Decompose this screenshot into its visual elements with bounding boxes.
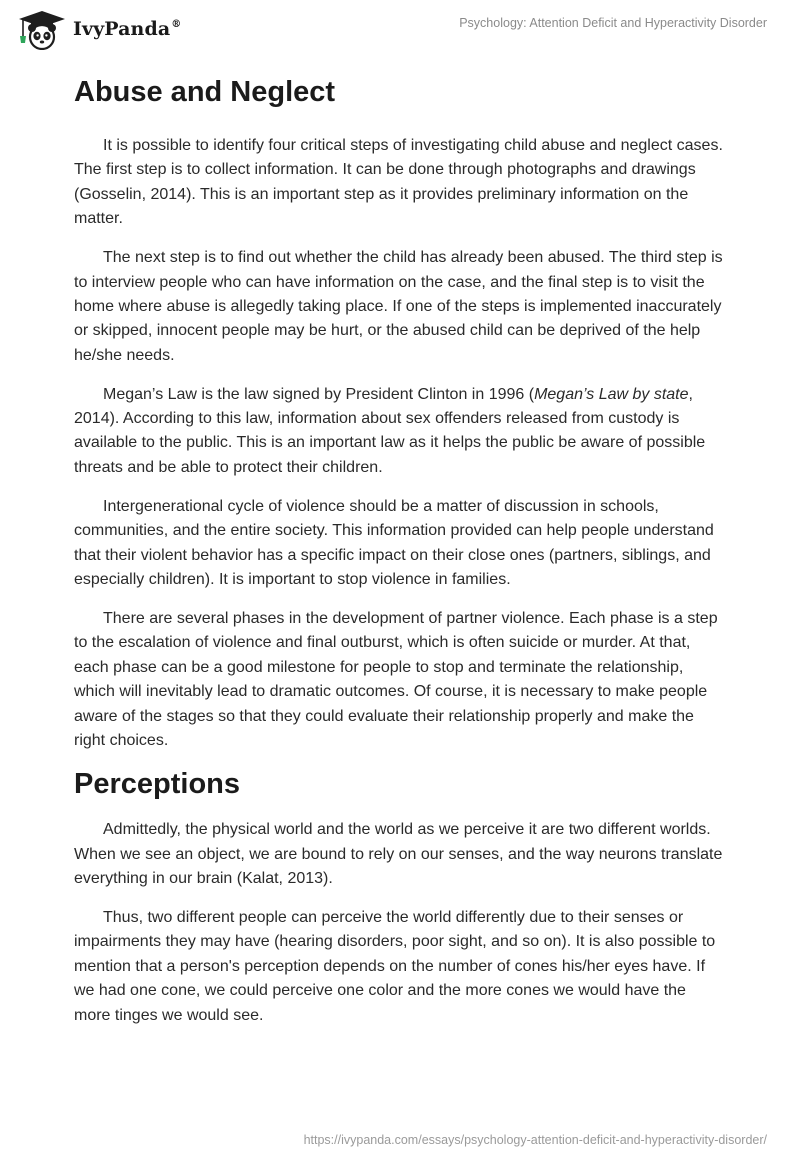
paragraph: There are several phases in the development of partner violence. Each phase is a step to the escalation of violence and final outburst, which is often suicide or murder. At that, each phase can be a good milestone for people to stop and terminate the relationship, which will inevitably lead to dramatic outcomes. Of course, it is necessary to make people aware of the stages so that they could evaluate their relationship properly and make the right choices. <box>74 609 718 749</box>
paragraph: Thus, two different people can perceive the world differently due to their senses or impairments they may have (hearing disorders, poor sight, and so on). It is also possible to mention that a person's perception depends on the number of cones his/her eyes have. If we had one cone, we could perceive one color and the more cones we would have the more tinges we would see. <box>74 909 716 1024</box>
paragraph-text: , 2014). According to this law, information about sex offenders released from custody is available to the public. This is an important law as it helps the public be aware of possible threats and be able to protect their children. <box>74 385 706 476</box>
source-url[interactable]: https://ivypanda.com/essays/psychology-attention-deficit-and-hyperactivity-disorder/ <box>303 1133 767 1147</box>
paragraph: Intergenerational cycle of violence should be a matter of discussion in schools, communities, and the entire society. This information provided can help people understand that their violent behavior has a specific impact on their close ones (partners, siblings, and especially children). It is important to stop violence in families. <box>74 497 714 588</box>
citation-title: Megan’s Law by state <box>534 385 689 403</box>
brand-name: IvyPanda® <box>73 18 182 40</box>
section-perceptions <box>74 764 724 1028</box>
section-heading: Abuse and Neglect <box>74 76 336 108</box>
document-title: Psychology: Attention Deficit and Hyperactivity Disorder <box>459 16 767 30</box>
paragraph: Admittedly, the physical world and the world as we perceive it are two different worlds. When we see an object, we are bound to rely on our senses, and the way neurons translate everything in our brain (Kalat, 2013). <box>74 821 723 888</box>
paragraph: The next step is to find out whether the child has already been abused. The third step is to interview people who can have information on the case, and the final step is to visit the home where abuse is allegedly taking place. If one of the steps is implemented inaccurately or skipped, innocent people may be hurt, or the abused child can be deprived of the help he/she needs. <box>74 249 723 364</box>
paragraph: It is possible to identify four critical steps of investigating child abuse and neglect cases. The first step is to collect information. It can be done through photographs and drawings (Gosselin, 2014). This is an important step as it provides preliminary information on the matter. <box>74 137 723 228</box>
paragraph <box>74 383 724 481</box>
panda-graduate-icon <box>15 8 67 50</box>
section-heading: Perceptions <box>74 768 240 801</box>
page-header <box>0 0 800 60</box>
brand-logo[interactable] <box>15 8 181 50</box>
essay-content <box>74 72 724 1028</box>
paragraph-text: Megan’s Law is the law signed by President Clinton in 1996 ( <box>103 385 535 403</box>
section-abuse-and-neglect <box>74 72 724 753</box>
